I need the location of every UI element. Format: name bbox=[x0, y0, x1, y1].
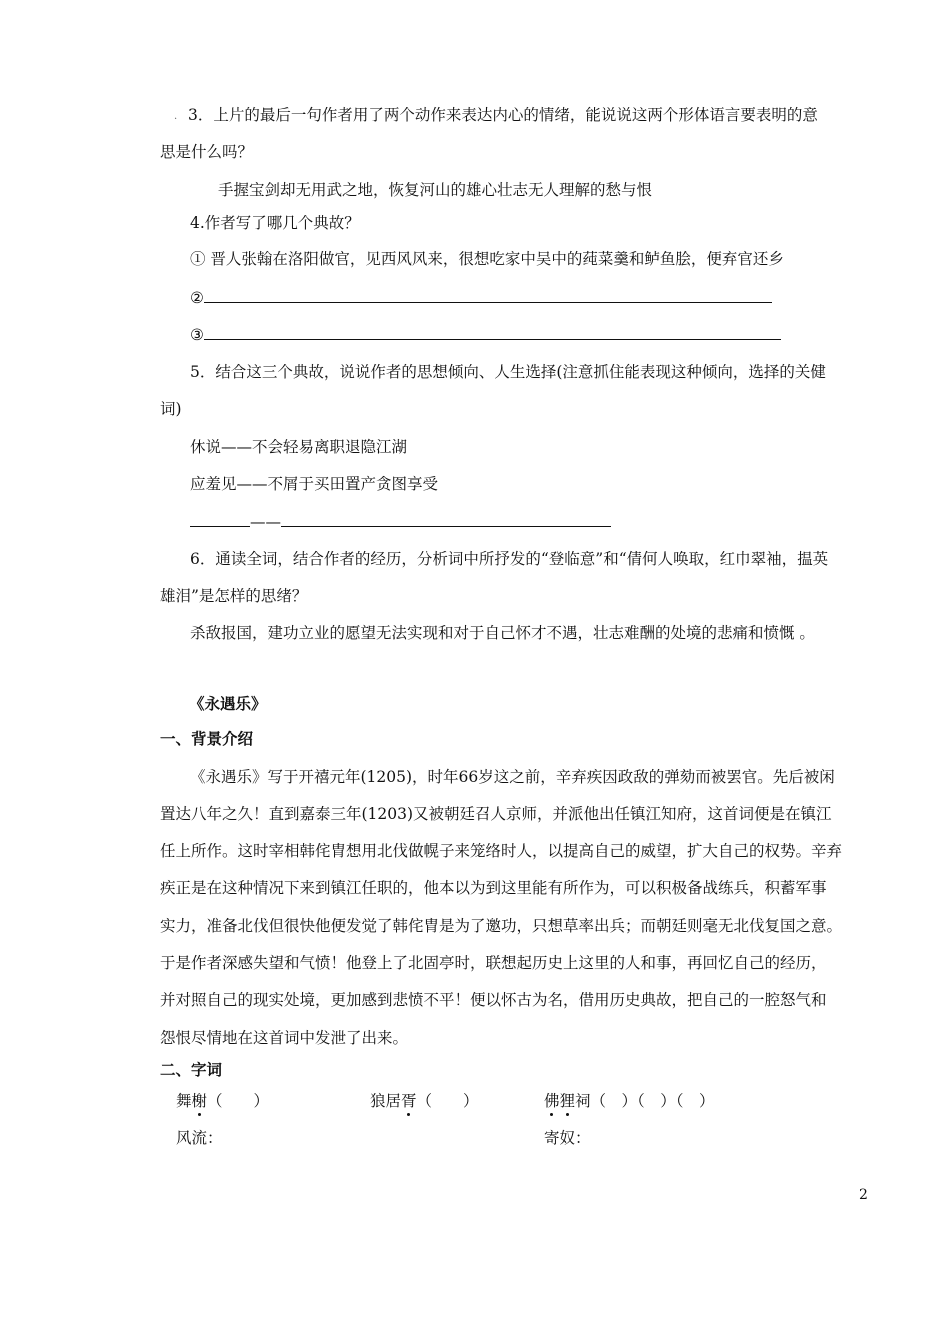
vocab-word-langjuxu bbox=[370, 1091, 479, 1111]
vocab-word-folici bbox=[544, 1091, 715, 1111]
q4-item3-blank[interactable] bbox=[204, 325, 781, 340]
q6-answer: 杀敌报国，建功立业的愿望无法实现和对于自己怀才不遇，壮志难酬的处境的悲痛和愤慨 。 bbox=[190, 624, 815, 642]
vocab-answer-blank[interactable]: （ ） bbox=[207, 1092, 270, 1110]
background-line: 置达八年之久！直到嘉泰三年(1203)又被朝廷召人京师，并派他出任镇江知府，这首词便是在镇江 bbox=[160, 805, 832, 823]
vocab-char: 舞 bbox=[176, 1092, 192, 1110]
q5-line1: 5．结合这三个典故，说说作者的思想倾向、人生选择(注意抓住能表现这种倾向，选择的关健 bbox=[190, 363, 826, 381]
q5-line2: 词) bbox=[160, 400, 182, 418]
section-title: 《永遇乐》 bbox=[189, 695, 267, 713]
background-line: 任上所作。这时宰相韩侘胄想用北伐做幌子来笼络时人，以提高自己的威望，扩大自己的权势。辛弃 bbox=[160, 842, 843, 860]
q5-blank-explanation[interactable] bbox=[281, 512, 611, 527]
background-heading: 一、背景介绍 bbox=[160, 730, 254, 748]
q4-item1: ① 晋人张翰在洛阳做官，见西风风来，很想吃家中吴中的莼菜羹和鲈鱼脍，便弃官还乡 bbox=[190, 250, 784, 268]
q4-item2-blank[interactable] bbox=[204, 288, 772, 303]
page-number: 2 bbox=[859, 1187, 868, 1203]
vocab-answer-blank[interactable]: （ ） bbox=[416, 1092, 479, 1110]
q5-dash: —— bbox=[250, 513, 281, 531]
q5-answer3 bbox=[190, 512, 611, 532]
vocab-char-emphasis: 胥 bbox=[401, 1092, 417, 1110]
vocab-word-wuxie bbox=[176, 1091, 269, 1111]
background-line: 《永遇乐》写于开禧元年(1205)，时年66岁这之前，辛弃疾因政敌的弹劾而被罢官。先后被闲 bbox=[190, 768, 835, 786]
vocab-answer-blank[interactable]: （ ）（ ）（ ） bbox=[590, 1092, 715, 1110]
q5-answer2: 应羞见——不屑于买田置产贪图享受 bbox=[190, 475, 439, 493]
vocab-fengliu: 风流： bbox=[176, 1129, 223, 1147]
vocab-char-emphasis: 狸 bbox=[559, 1092, 576, 1110]
q3-line2: 思是什么吗？ bbox=[160, 143, 254, 161]
vocab-jinu: 寄奴： bbox=[544, 1129, 591, 1147]
vocab-heading: 二、字词 bbox=[160, 1061, 223, 1079]
q6-line2: 雄泪”是怎样的思绪？ bbox=[160, 587, 308, 605]
q5-answer1: 休说——不会轻易离职退隐江湖 bbox=[190, 438, 408, 456]
q3-answer: 手握宝剑却无用武之地，恢复河山的雄心壮志无人理解的愁与恨 bbox=[218, 181, 653, 199]
vocab-char: 祠 bbox=[575, 1092, 591, 1110]
background-line: 于是作者深感失望和气愤！他登上了北固亭时，联想起历史上这里的人和事，再回忆自己的经历， bbox=[160, 954, 827, 972]
q4-item3 bbox=[190, 325, 781, 345]
background-line: 实力，准备北伐但很快他便发觉了韩侘胄是为了邀功，只想草率出兵；而朝廷则毫无北伐复国之意。 bbox=[160, 917, 843, 935]
q5-blank-term[interactable] bbox=[190, 512, 250, 527]
vocab-char: 狼居 bbox=[370, 1092, 402, 1110]
vocab-char-emphasis: 佛 bbox=[544, 1092, 560, 1110]
q4-item2 bbox=[190, 288, 772, 308]
stray-dot-mark: . bbox=[174, 111, 178, 122]
vocab-char-emphasis: 榭 bbox=[191, 1092, 208, 1110]
background-line: 并对照自己的现实处境，更加感到悲愤不平！便以怀古为名，借用历史典故，把自己的一腔怒气和 bbox=[160, 991, 827, 1009]
q4-item2-label: ② bbox=[190, 289, 204, 307]
q4-item3-label: ③ bbox=[190, 326, 204, 344]
q4-question: 4.作者写了哪几个典故？ bbox=[190, 214, 360, 232]
background-line: 疾正是在这种情况下来到镇江任职的，他本以为到这里能有所作为，可以积极备战练兵，积蓄军事 bbox=[160, 879, 827, 897]
background-line: 怨恨尽情地在这首词中发泄了出来。 bbox=[160, 1029, 409, 1047]
q3-line1: 3．上片的最后一句作者用了两个动作来表达内心的情绪，能说说这两个形体语言要表明的意 bbox=[188, 106, 818, 124]
q6-line1: 6．通读全词，结合作者的经历，分析词中所抒发的“登临意”和“倩何人唤取，红巾翠袖，揾英 bbox=[190, 550, 829, 568]
